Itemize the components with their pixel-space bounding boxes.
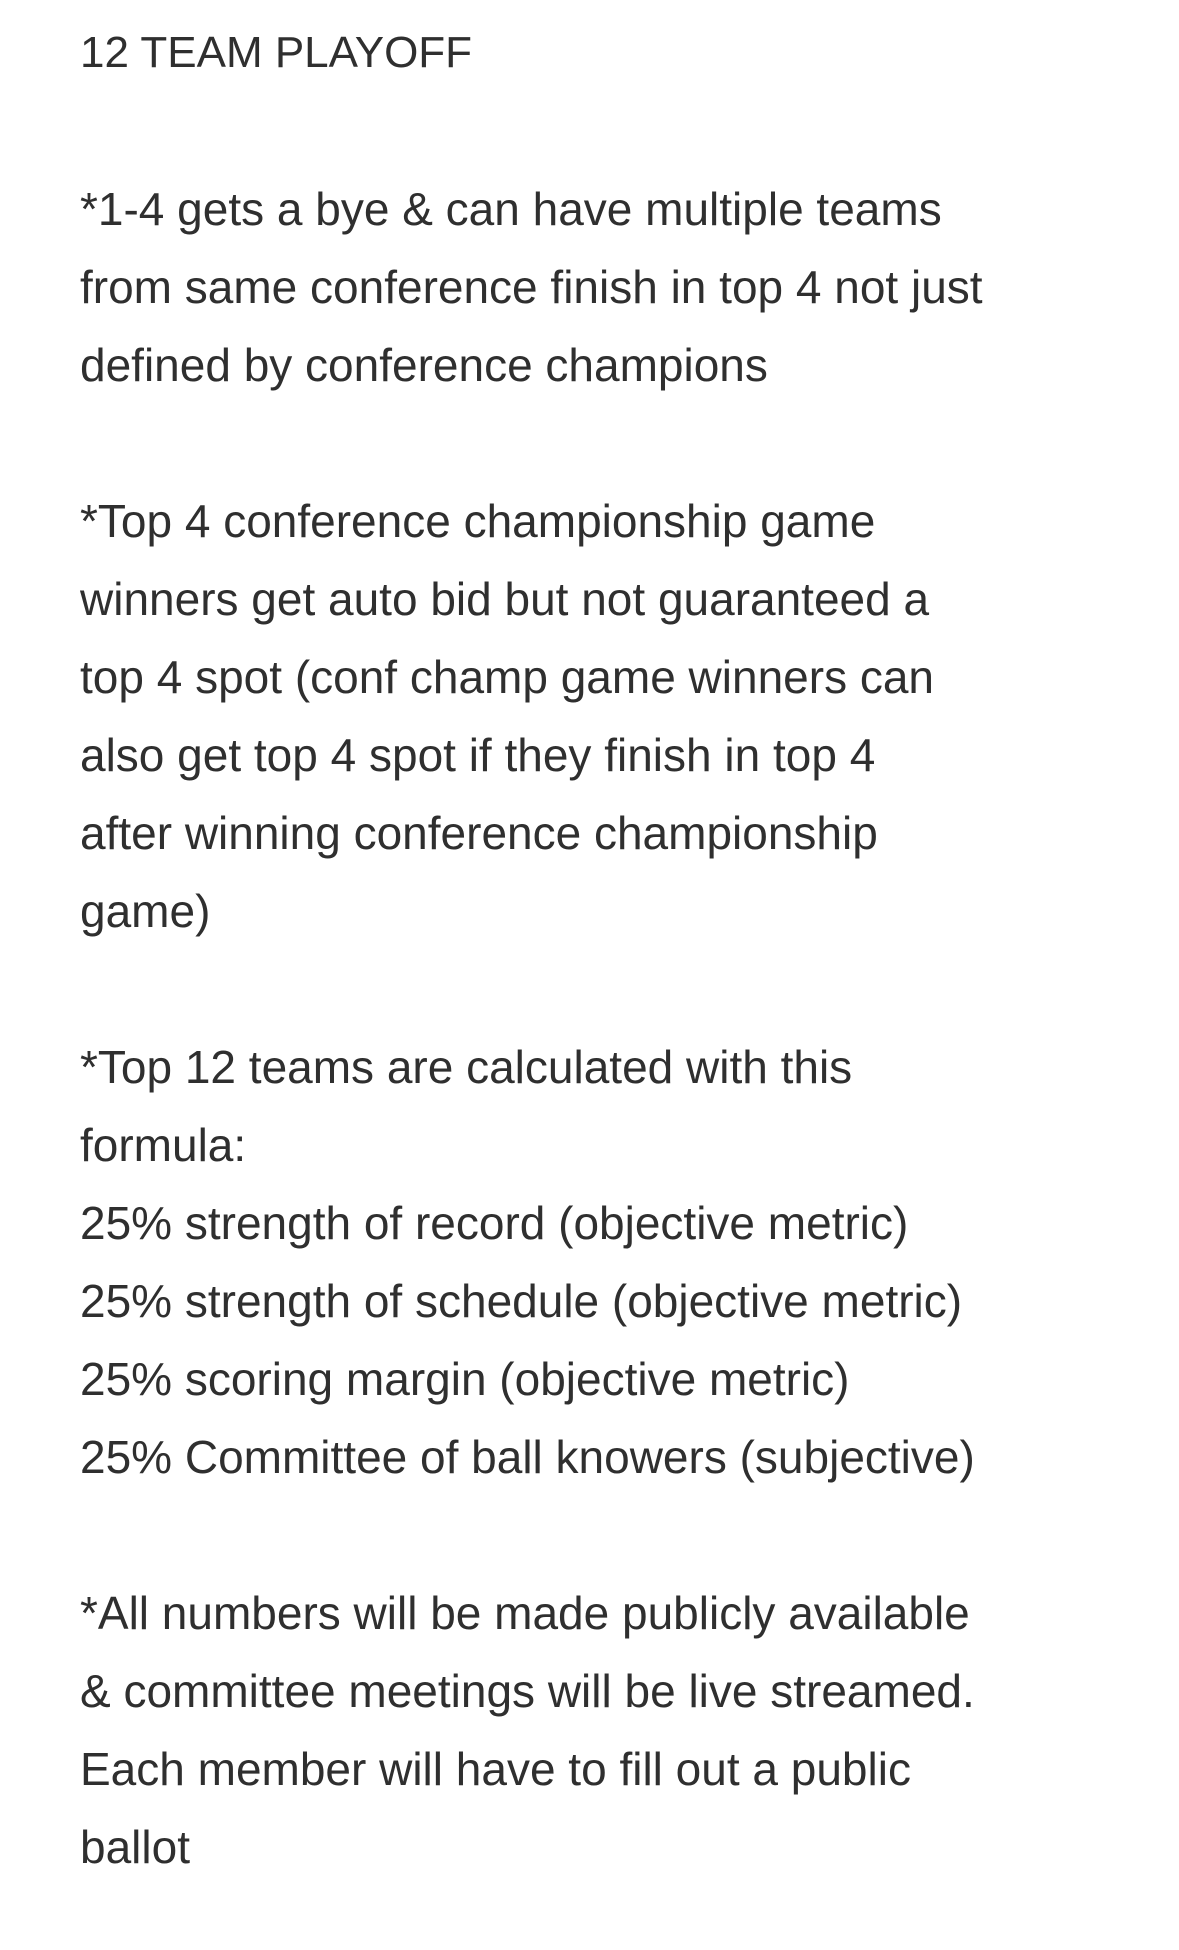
text-line: defined by conference champions (80, 339, 768, 391)
formula-item: 25% Committee of ball knowers (subjective) (80, 1431, 975, 1483)
text-line: *1-4 gets a bye & can have multiple teams (80, 183, 942, 235)
paragraph-formula (80, 1028, 1160, 1496)
text-line: winners get auto bid but not guaranteed a (80, 573, 930, 625)
paragraph-auto-bid (80, 482, 1160, 950)
formula-item: 25% scoring margin (objective metric) (80, 1353, 850, 1405)
paragraph-gap (80, 1496, 1160, 1574)
text-line: *Top 12 teams are calculated with this (80, 1041, 853, 1093)
text-line: *Top 4 conference championship game (80, 495, 876, 547)
text-line: from same conference finish in top 4 not just (80, 261, 983, 313)
formula-item: 25% strength of schedule (objective metric) (80, 1275, 963, 1327)
paragraph-transparency (80, 1574, 1160, 1886)
text-line: also get top 4 spot if they finish in top 4 (80, 729, 876, 781)
paragraph-gap (80, 950, 1160, 1028)
paragraph-bye-rules (80, 170, 1160, 404)
paragraph-gap (80, 92, 1160, 170)
note-title: 12 TEAM PLAYOFF (80, 28, 473, 77)
paragraph-gap (80, 404, 1160, 482)
text-line: ballot (80, 1821, 190, 1873)
text-line: top 4 spot (conf champ game winners can (80, 651, 935, 703)
note-body[interactable] (80, 14, 1160, 1886)
formula-item: 25% strength of record (objective metric) (80, 1197, 909, 1249)
text-line: Each member will have to fill out a public (80, 1743, 911, 1795)
text-line: game) (80, 885, 211, 937)
text-line: *All numbers will be made publicly available (80, 1587, 970, 1639)
text-line: formula: (80, 1119, 247, 1171)
text-line: & committee meetings will be live streamed. (80, 1665, 975, 1717)
text-line: after winning conference championship (80, 807, 878, 859)
